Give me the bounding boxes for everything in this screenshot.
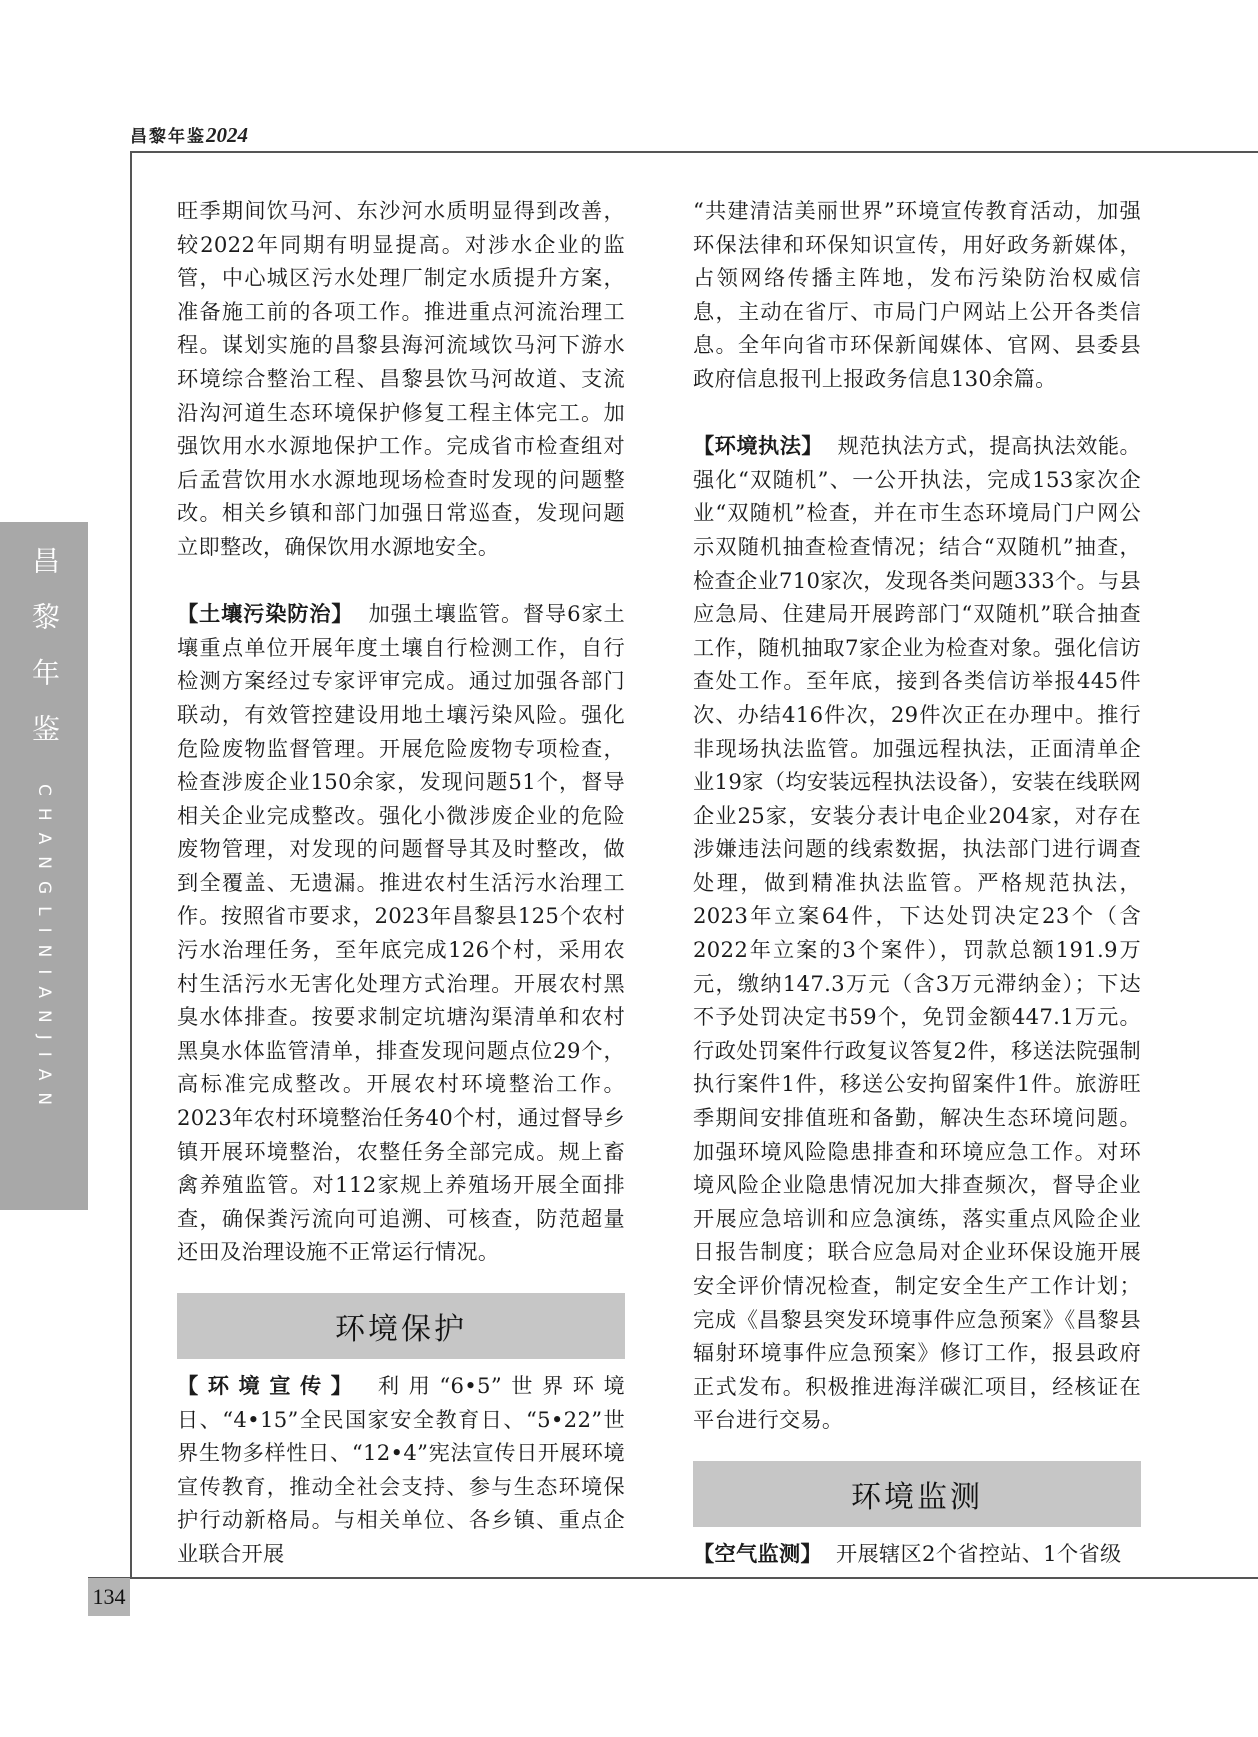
page-number: 134 [88,1578,130,1616]
air-paragraph [693,1537,1141,1571]
soil-text: 加强土壤监管。督导6家土壤重点单位开展年度土壤自行检测工作，自行检测方案经过专家评审完成。通过加强各部门联动，有效管控建设用地土壤污染风险。强化危险废物监督管理。开展危险废物专项检查，检查涉废企业150余家，发现问题51个，督导相关企业完成整改。强化小微涉废企业的危险废物管理，对发现的问题督导其及时整改，做到全覆盖、无遗漏。推进农村生活污水治理工作。按照省市要求，2023年昌黎县125个农村污水治理任务，至年底完成126个村，采用农村生活污水无害化处理方式治理。开展农村黑臭水体排查。按要求制定坑塘沟渠清单和农村黑臭水体监管清单，排查发现问题点位29个，高标准完成整改。开展农村环境整治工作。2023年农村环境整治任务40个村，通过督导乡镇开展环境整治，农整任务全部完成。规上畜禽养殖监管。对112家规上养殖场开展全面排查，确保粪污流向可追溯、可核查，防范超量还田及治理设施不正常运行情况。 [177,601,625,1265]
publicity-continued-paragraph: “共建清洁美丽世界”环境宣传教育活动，加强环保法律和环保知识宣传，用好政务新媒体，占领网络传播主阵地，发布污染防治权威信息，主动在省厅、市局门户网站上公开各类信息。全年向省市环保新闻媒体、官网、县委县政府信息报刊上报政务信息130余篇。 [693,198,1141,391]
air-text: 开展辖区2个省控站、1个省级 [836,1540,1122,1566]
side-tab-pinyin: CHANGLINIANJIAN [34,784,54,1118]
frame-top-rule [130,151,1258,153]
publicity-text: 利用“6•5”世界环境日、“4•15”全民国家安全教育日、“5•22”世界生物多样性日、“12•4”宪法宣传日开展环境宣传教育，推动全社会支持、参与生态环境保护行动新格局。与相关单位、各乡镇、重点企业联合开展 [177,1373,625,1566]
section-heading-environment-monitoring: 环境监测 [693,1461,1141,1527]
frame-bottom-rule [88,1577,1258,1579]
enforcement-paragraph [693,429,1141,1437]
running-header [130,122,248,148]
book-title: 昌黎年鉴 [130,127,206,147]
soil-label: 【土壤污染防治】 [177,601,354,627]
publicity-paragraph [177,1369,625,1571]
side-tab-title: 昌黎年鉴 [28,546,61,770]
right-column [693,194,1141,1571]
left-column [177,194,625,1571]
water-paragraph: 旺季期间饮马河、东沙河水质明显得到改善，较2022年同期有明显提高。对涉水企业的监管，中心城区污水处理厂制定水质提升方案，准备施工前的各项工作。推进重点河流治理工程。谋划实施的昌黎县海河流域饮马河下游水环境综合整治工程、昌黎县饮马河故道、支流沿沟河道生态环境保护修复工程主体完工。加强饮用水水源地保护工作。完成省市检查组对后孟营饮用水水源地现场检查时发现的问题整改。相关乡镇和部门加强日常巡查，发现问题立即整改，确保饮用水源地安全。 [177,198,625,559]
side-tab [0,522,88,1210]
enforcement-label: 【环境执法】 [693,433,824,459]
enforcement-text: 规范执法方式，提高执法效能。强化“双随机”、一公开执法，完成153家次企业“双随机”检查，并在市生态环境局门户网公示双随机抽查检查情况；结合“双随机”抽查，检查企业710家次，发现各类问题333个。与县应急局、住建局开展跨部门“双随机”联合抽查工作，随机抽取7家企业为检查对象。强化信访查处工作。至年底，接到各类信访举报445件次、办结416件次，29件次正在办理中。推行非现场执法监管。加强远程执法，正面清单企业19家（均安装远程执法设备），安装在线联网企业25家，安装分表计电企业204家，对存在涉嫌违法问题的线索数据，执法部门进行调查处理，做到精准执法监管。严格规范执法，2023年立案64件，下达处罚决定23个（含2022年立案的3个案件），罚款总额191.9万元，缴纳147.3万元（含3万元滞纳金）；下达不予处罚决定书59个，免罚金额447.1万元。行政处罚案件行政复议答复2件，移送法院强制执行案件1件，移送公安拘留案件1件。旅游旺季期间安排值班和备勤，解决生态环境问题。加强环境风险隐患排查和环境应急工作。对环境风险企业隐患情况加大排查频次，督导企业开展应急培训和应急演练，落实重点风险企业日报告制度；联合应急局对企业环保设施开展安全评价情况检查，制定安全生产工作计划；完成《昌黎县突发环境事件应急预案》《昌黎县辐射环境事件应急预案》修订工作，报县政府正式发布。积极推进海洋碳汇项目，经核证在平台进行交易。 [693,433,1141,1433]
section-heading-environment-protection: 环境保护 [177,1293,625,1359]
air-label: 【空气监测】 [693,1540,822,1566]
frame-left-rule [130,151,132,1577]
soil-paragraph [177,597,625,1269]
book-year: 2024 [206,123,248,147]
publicity-label: 【环境宣传】 [177,1373,362,1398]
